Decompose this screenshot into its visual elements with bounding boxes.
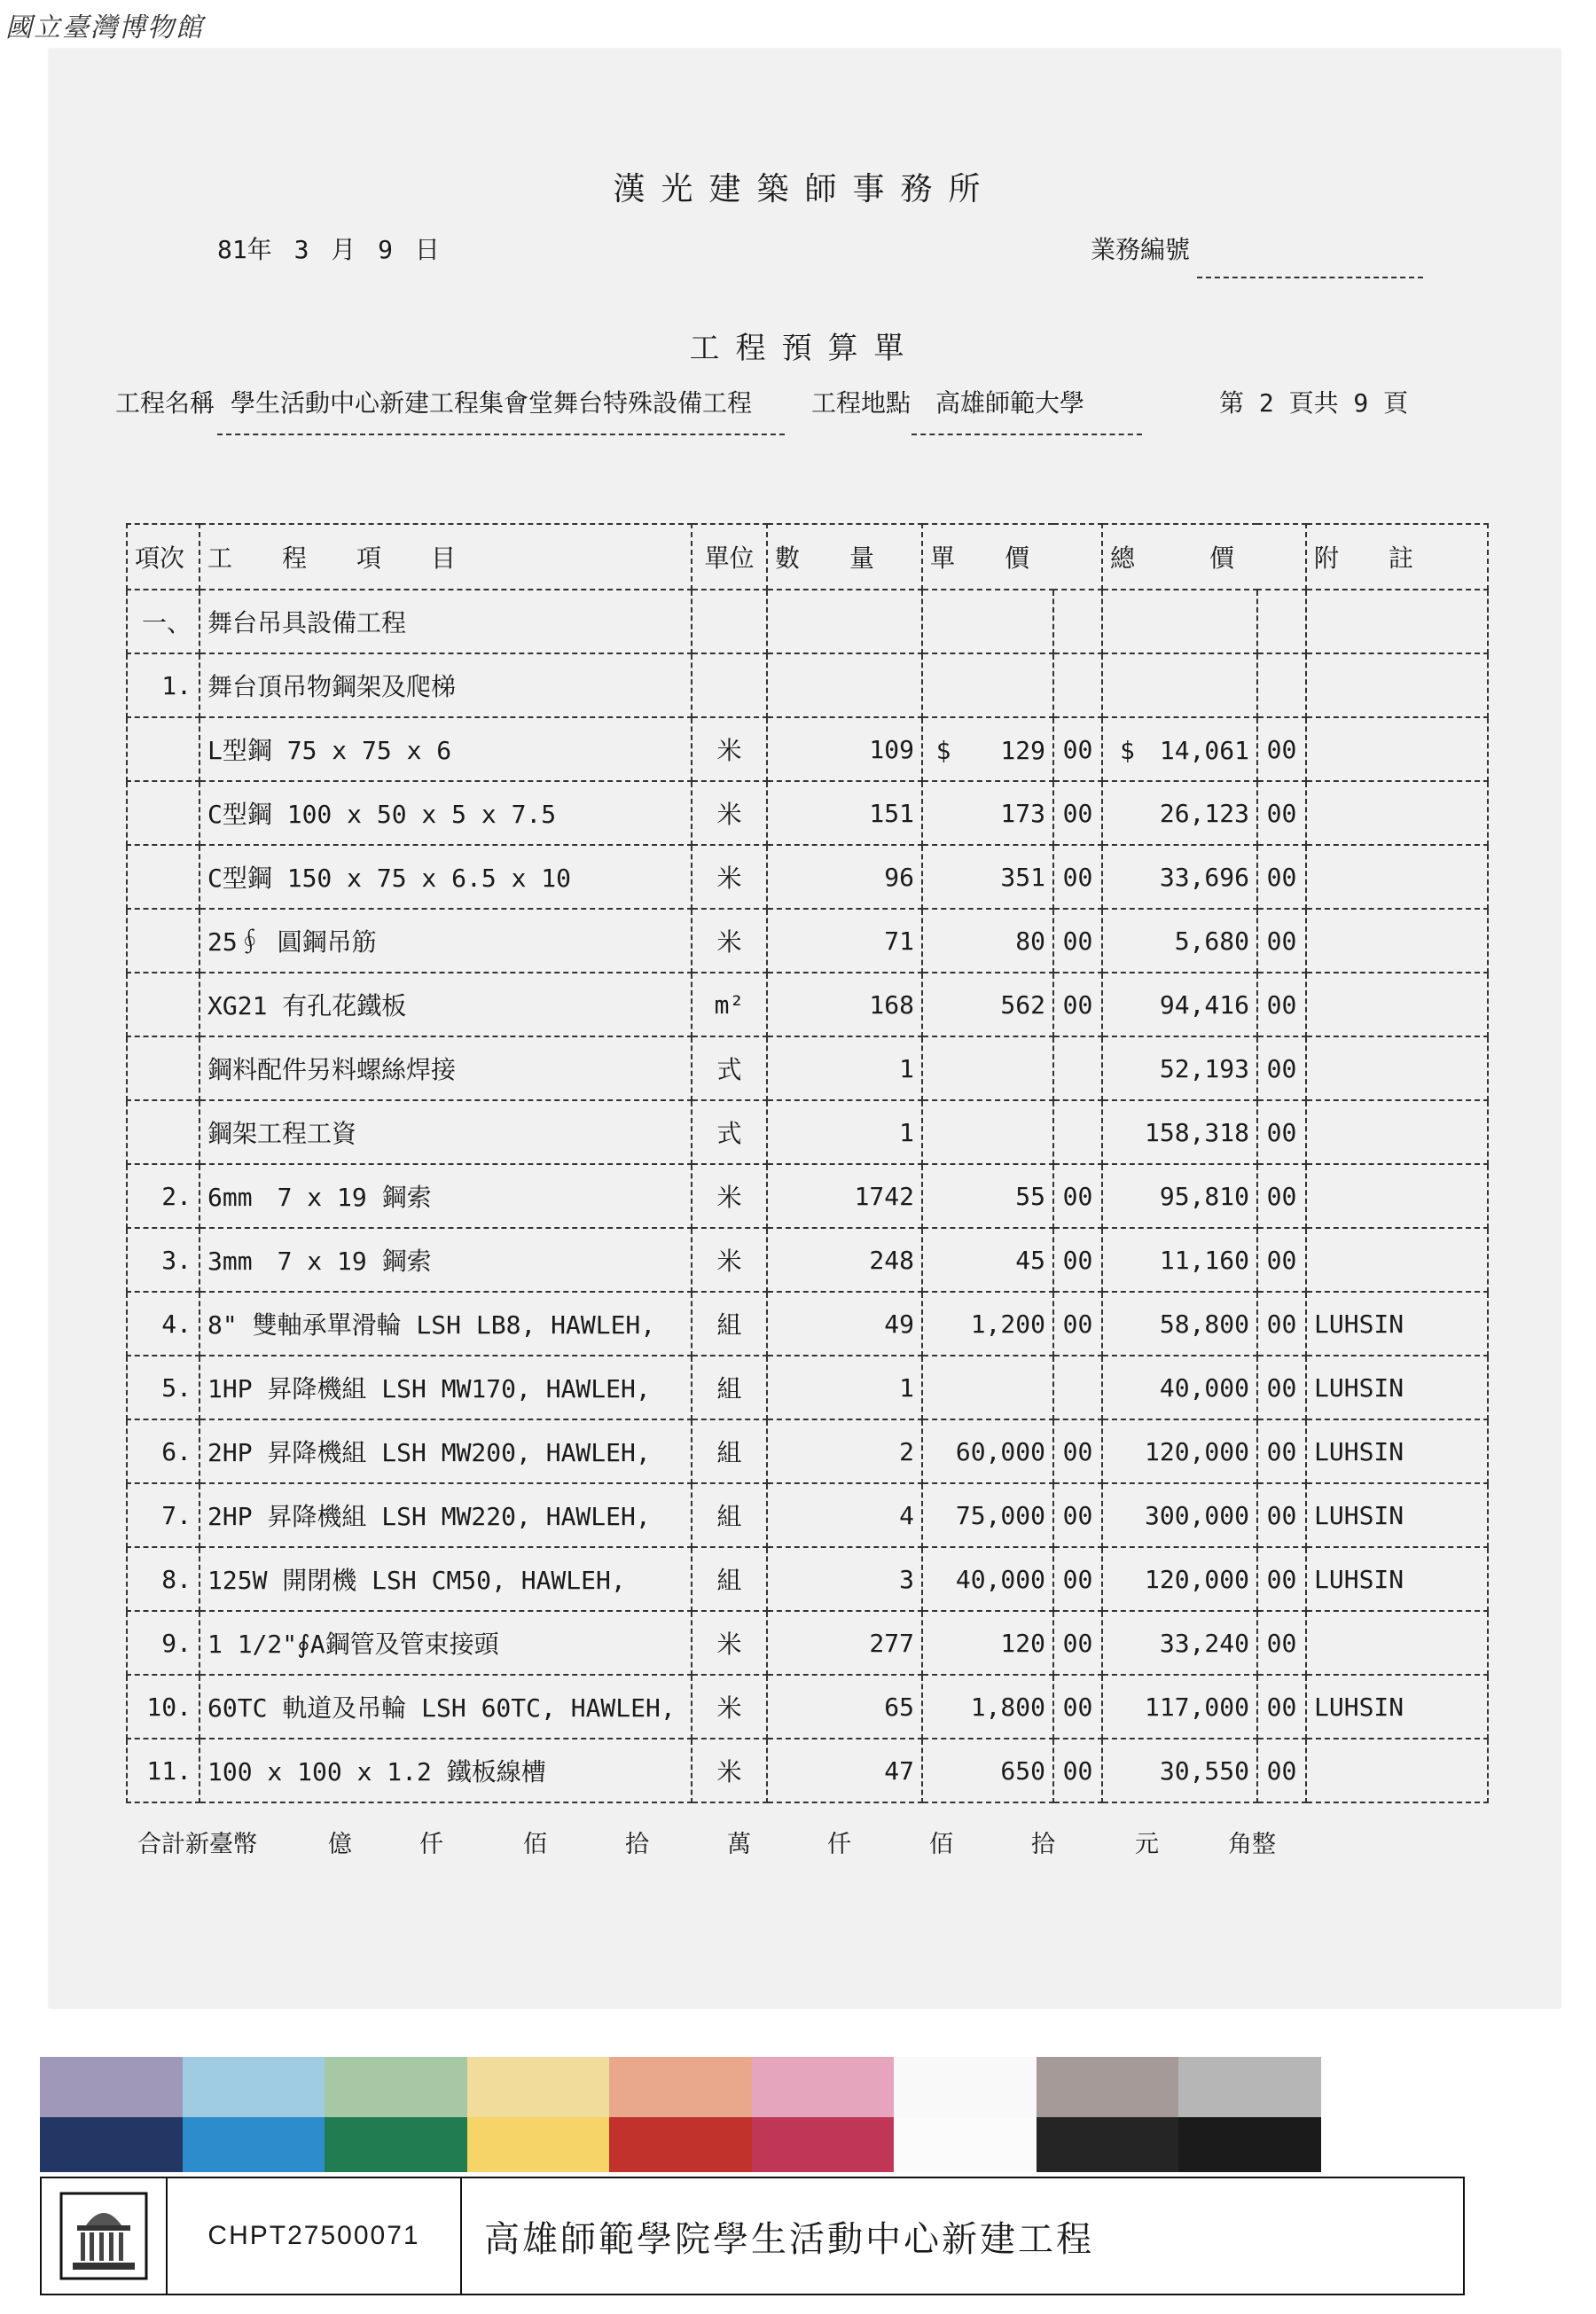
row-quantity: 49	[767, 1292, 922, 1356]
row-total-price: 11,160	[1102, 1228, 1257, 1292]
color-swatch-dark	[609, 2117, 752, 2172]
row-remarks: LUHSIN	[1306, 1356, 1488, 1419]
unit-yuan: 元	[1135, 1831, 1159, 1858]
color-swatch-row-dark	[40, 2117, 1463, 2172]
row-unit: 式	[692, 1036, 767, 1100]
row-total-price: 30,550	[1102, 1739, 1257, 1802]
header-unit: 單位	[692, 524, 767, 590]
row-quantity: 1742	[767, 1164, 922, 1228]
row-quantity: 4	[767, 1483, 922, 1547]
row-item-no: 6.	[127, 1419, 200, 1483]
row-quantity: 109	[767, 717, 922, 781]
row-unit: 米	[692, 717, 767, 781]
row-quantity: 248	[767, 1228, 922, 1292]
row-unit-price: 40,000	[922, 1547, 1053, 1611]
table-row	[127, 973, 1488, 1036]
unit-qian: 仟	[827, 1831, 851, 1858]
row-unit-price: 650	[922, 1739, 1053, 1802]
row-remarks	[1306, 590, 1488, 653]
project-label: 工程名稱	[115, 388, 215, 418]
row-unit-price: 351	[922, 845, 1053, 909]
row-unit-price-cents: 00	[1053, 909, 1102, 973]
row-total-price-cents: 00	[1257, 1419, 1306, 1483]
row-total-price: 158,318	[1102, 1100, 1257, 1164]
row-unit-price-cents: 00	[1053, 1419, 1102, 1483]
table-row	[127, 1611, 1488, 1675]
row-work-item: 100 x 100 x 1.2 鐵板線槽	[200, 1739, 692, 1802]
row-work-item: L型鋼 75 x 75 x 6	[200, 717, 692, 781]
row-item-no: 11.	[127, 1739, 200, 1802]
page-info: 第 2 頁共 9 頁	[1219, 388, 1409, 418]
row-total-price-cents: 00	[1257, 1356, 1306, 1419]
budget-table	[126, 523, 1489, 1803]
row-remarks	[1306, 909, 1488, 973]
business-number-blank	[1197, 277, 1423, 278]
row-total-price: 117,000	[1102, 1675, 1257, 1739]
row-remarks: LUHSIN	[1306, 1675, 1488, 1739]
row-unit	[692, 653, 767, 717]
row-unit-price-cents: 00	[1053, 1547, 1102, 1611]
row-remarks: LUHSIN	[1306, 1292, 1488, 1356]
row-unit: 米	[692, 1164, 767, 1228]
row-total-price: 95,810	[1102, 1164, 1257, 1228]
row-unit-price-cents: 00	[1053, 1739, 1102, 1802]
row-unit-price: 75,000	[922, 1483, 1053, 1547]
row-item-no: 2.	[127, 1164, 200, 1228]
row-work-item: 60TC 軌道及吊輪 LSH 60TC, HAWLEH,	[200, 1675, 692, 1739]
row-unit: 米	[692, 845, 767, 909]
table-row	[127, 781, 1488, 845]
table-row	[127, 845, 1488, 909]
row-work-item: C型鋼 150 x 75 x 6.5 x 10	[200, 845, 692, 909]
museum-watermark: 國立臺灣博物館	[5, 12, 204, 43]
row-item-no: 8.	[127, 1547, 200, 1611]
catalog-code: CHPT27500071	[168, 2178, 462, 2294]
row-item-no: 7.	[127, 1483, 200, 1547]
row-quantity: 1	[767, 1036, 922, 1100]
row-work-item: C型鋼 100 x 50 x 5 x 7.5	[200, 781, 692, 845]
table-header-row	[127, 524, 1488, 590]
row-total-price-cents	[1257, 590, 1306, 653]
row-item-no	[127, 1036, 200, 1100]
project-location: 高雄師範大學	[935, 388, 1085, 418]
row-unit: 米	[692, 1739, 767, 1802]
row-work-item: 鋼架工程工資	[200, 1100, 692, 1164]
row-total-price: 5,680	[1102, 909, 1257, 973]
row-work-item: 6mm 7 x 19 鋼索	[200, 1164, 692, 1228]
row-item-no	[127, 845, 200, 909]
museum-building-icon	[42, 2178, 168, 2294]
row-total-price: $ 14,061	[1102, 717, 1257, 781]
project-name: 學生活動中心新建工程集會堂舞台特殊設備工程	[231, 388, 753, 418]
row-unit: 式	[692, 1100, 767, 1164]
document-date: 81年 3 月 9 日	[217, 235, 440, 264]
row-unit: 米	[692, 1611, 767, 1675]
color-swatch-light	[894, 2057, 1037, 2117]
row-unit	[692, 590, 767, 653]
row-unit-price-cents: 00	[1053, 1164, 1102, 1228]
unit-shi: 拾	[1031, 1831, 1055, 1858]
row-unit-price	[922, 1036, 1053, 1100]
header-quantity: 數 量	[767, 524, 922, 590]
row-total-price-cents: 00	[1257, 781, 1306, 845]
row-unit-price	[922, 1356, 1053, 1419]
color-swatch-dark	[752, 2117, 895, 2172]
row-unit-price-cents	[1053, 1356, 1102, 1419]
header-remarks: 附 註	[1306, 524, 1488, 590]
row-item-no	[127, 909, 200, 973]
row-unit-price-cents	[1053, 590, 1102, 653]
row-unit: 組	[692, 1356, 767, 1419]
color-swatch-light	[325, 2057, 467, 2117]
unit-jiao: 角整	[1228, 1831, 1276, 1858]
row-remarks: LUHSIN	[1306, 1419, 1488, 1483]
budget-sheet	[49, 49, 1561, 2008]
row-total-price-cents: 00	[1257, 973, 1306, 1036]
row-quantity: 96	[767, 845, 922, 909]
row-quantity: 71	[767, 909, 922, 973]
row-work-item: 3mm 7 x 19 鋼索	[200, 1228, 692, 1292]
row-work-item: 1HP 昇降機組 LSH MW170, HAWLEH,	[200, 1356, 692, 1419]
location-underline	[911, 434, 1142, 435]
color-swatch-dark	[894, 2117, 1037, 2172]
row-unit-price: 1,800	[922, 1675, 1053, 1739]
row-unit-price: 55	[922, 1164, 1053, 1228]
row-work-item: 125W 開閉機 LSH CM50, HAWLEH,	[200, 1547, 692, 1611]
row-item-no	[127, 717, 200, 781]
row-total-price: 58,800	[1102, 1292, 1257, 1356]
row-unit: 組	[692, 1547, 767, 1611]
row-unit: 米	[692, 1675, 767, 1739]
firm-name: 漢光建築師事務所	[613, 171, 997, 207]
row-total-price-cents: 00	[1257, 845, 1306, 909]
row-unit-price	[922, 653, 1053, 717]
row-total-price: 52,193	[1102, 1036, 1257, 1100]
row-item-no	[127, 1100, 200, 1164]
unit-bai: 佰	[929, 1831, 953, 1858]
row-unit: m²	[692, 973, 767, 1036]
table-row	[127, 1419, 1488, 1483]
header-work-item: 工 程 項 目	[200, 524, 692, 590]
row-total-price-cents: 00	[1257, 909, 1306, 973]
table-row	[127, 1675, 1488, 1739]
row-unit-price: 60,000	[922, 1419, 1053, 1483]
table-row	[127, 590, 1488, 653]
row-remarks	[1306, 781, 1488, 845]
row-total-price: 26,123	[1102, 781, 1257, 845]
row-item-no	[127, 781, 200, 845]
location-label: 工程地點	[811, 388, 911, 418]
row-work-item: 2HP 昇降機組 LSH MW200, HAWLEH,	[200, 1419, 692, 1483]
business-number-label: 業務編號	[1091, 235, 1191, 264]
row-item-no: 1.	[127, 653, 200, 717]
row-quantity: 168	[767, 973, 922, 1036]
row-item-no: 5.	[127, 1356, 200, 1419]
row-total-price: 120,000	[1102, 1547, 1257, 1611]
row-work-item: 25∮ 圓鋼吊筋	[200, 909, 692, 973]
row-total-price-cents: 00	[1257, 717, 1306, 781]
row-unit-price-cents: 00	[1053, 1483, 1102, 1547]
row-unit-price: 45	[922, 1228, 1053, 1292]
row-remarks	[1306, 845, 1488, 909]
row-unit-price	[922, 590, 1053, 653]
row-total-price-cents: 00	[1257, 1228, 1306, 1292]
row-unit-price-cents: 00	[1053, 1228, 1102, 1292]
row-unit: 米	[692, 781, 767, 845]
row-total-price: 33,240	[1102, 1611, 1257, 1675]
color-swatch-dark	[1178, 2117, 1321, 2172]
color-swatch-light	[40, 2057, 183, 2117]
row-unit-price-cents	[1053, 1100, 1102, 1164]
row-item-no: 9.	[127, 1611, 200, 1675]
row-quantity: 1	[767, 1356, 922, 1419]
row-unit: 組	[692, 1419, 767, 1483]
table-row	[127, 1228, 1488, 1292]
row-total-price: 120,000	[1102, 1419, 1257, 1483]
table-row	[127, 1739, 1488, 1802]
unit-wan: 萬	[727, 1831, 751, 1858]
total-label: 合計新臺幣	[137, 1831, 257, 1858]
row-total-price-cents: 00	[1257, 1611, 1306, 1675]
table-row	[127, 1292, 1488, 1356]
row-remarks	[1306, 653, 1488, 717]
color-swatch-light	[1037, 2057, 1179, 2117]
row-remarks	[1306, 973, 1488, 1036]
table-row	[127, 1164, 1488, 1228]
project-name-underline	[217, 434, 785, 435]
row-quantity: 2	[767, 1419, 922, 1483]
row-total-price-cents: 00	[1257, 1739, 1306, 1802]
row-remarks	[1306, 1228, 1488, 1292]
row-work-item: 8" 雙軸承單滑輪 LSH LB8, HAWLEH,	[200, 1292, 692, 1356]
row-work-item: 1 1/2"∮A鋼管及管束接頭	[200, 1611, 692, 1675]
row-unit-price-cents: 00	[1053, 845, 1102, 909]
unit-shi-wan: 拾	[625, 1831, 649, 1858]
color-swatch-dark	[183, 2117, 325, 2172]
row-unit-price: 173	[922, 781, 1053, 845]
unit-qian-wan: 仟	[419, 1831, 443, 1858]
row-work-item: XG21 有孔花鐵板	[200, 973, 692, 1036]
row-total-price-cents: 00	[1257, 1292, 1306, 1356]
row-unit: 米	[692, 909, 767, 973]
row-unit-price: 1,200	[922, 1292, 1053, 1356]
row-remarks: LUHSIN	[1306, 1483, 1488, 1547]
row-item-no: 10.	[127, 1675, 200, 1739]
row-work-item: 舞台吊具設備工程	[200, 590, 692, 653]
table-row	[127, 1356, 1488, 1419]
row-unit-price-cents: 00	[1053, 1292, 1102, 1356]
row-remarks	[1306, 1100, 1488, 1164]
row-total-price: 300,000	[1102, 1483, 1257, 1547]
row-remarks	[1306, 1164, 1488, 1228]
row-quantity: 1	[767, 1100, 922, 1164]
row-quantity: 151	[767, 781, 922, 845]
row-work-item: 舞台頂吊物鋼架及爬梯	[200, 653, 692, 717]
table-row	[127, 1100, 1488, 1164]
row-total-price	[1102, 653, 1257, 717]
row-item-no	[127, 973, 200, 1036]
color-swatch-light	[752, 2057, 895, 2117]
row-unit-price-cents: 00	[1053, 973, 1102, 1036]
row-unit-price: $ 129	[922, 717, 1053, 781]
row-quantity: 65	[767, 1675, 922, 1739]
color-swatch-dark	[1037, 2117, 1179, 2172]
row-quantity: 47	[767, 1739, 922, 1802]
document-title: 工程預算單	[689, 331, 920, 366]
row-unit-price	[922, 1100, 1053, 1164]
row-total-price: 40,000	[1102, 1356, 1257, 1419]
color-swatch-light	[467, 2057, 610, 2117]
row-total-price-cents: 00	[1257, 1100, 1306, 1164]
header-item-no: 項次	[127, 524, 200, 590]
row-unit: 組	[692, 1292, 767, 1356]
table-row	[127, 653, 1488, 717]
row-unit-price: 562	[922, 973, 1053, 1036]
row-unit-price-cents: 00	[1053, 1675, 1102, 1739]
catalog-footer	[40, 2177, 1465, 2295]
color-swatch-dark	[40, 2117, 183, 2172]
row-unit-price-cents	[1053, 1036, 1102, 1100]
color-swatch-light	[183, 2057, 325, 2117]
row-total-price	[1102, 590, 1257, 653]
row-total-price-cents	[1257, 653, 1306, 717]
row-quantity	[767, 653, 922, 717]
row-remarks	[1306, 1036, 1488, 1100]
unit-bai-wan: 佰	[523, 1831, 547, 1858]
row-unit-price: 120	[922, 1611, 1053, 1675]
row-unit: 組	[692, 1483, 767, 1547]
color-calibration-chart	[40, 2057, 1463, 2172]
header-total-price: 總 價	[1102, 524, 1306, 590]
row-total-price: 33,696	[1102, 845, 1257, 909]
row-unit-price: 80	[922, 909, 1053, 973]
row-total-price: 94,416	[1102, 973, 1257, 1036]
row-work-item: 2HP 昇降機組 LSH MW220, HAWLEH,	[200, 1483, 692, 1547]
archive-caption: 高雄師範學院學生活動中心新建工程	[484, 2218, 1094, 2260]
row-total-price-cents: 00	[1257, 1164, 1306, 1228]
table-row	[127, 909, 1488, 973]
color-swatch-dark	[325, 2117, 467, 2172]
row-remarks	[1306, 717, 1488, 781]
row-total-price-cents: 00	[1257, 1675, 1306, 1739]
row-remarks	[1306, 1739, 1488, 1802]
color-swatch-light	[609, 2057, 752, 2117]
table-row	[127, 1547, 1488, 1611]
unit-yi: 億	[328, 1831, 352, 1858]
table-row	[127, 1036, 1488, 1100]
row-remarks: LUHSIN	[1306, 1547, 1488, 1611]
row-quantity	[767, 590, 922, 653]
row-item-no: 3.	[127, 1228, 200, 1292]
row-work-item: 鋼料配件另料螺絲焊接	[200, 1036, 692, 1100]
row-total-price-cents: 00	[1257, 1036, 1306, 1100]
header-unit-price: 單 價	[922, 524, 1102, 590]
row-quantity: 277	[767, 1611, 922, 1675]
color-swatch-row-light	[40, 2057, 1463, 2117]
row-total-price-cents: 00	[1257, 1483, 1306, 1547]
row-unit-price-cents	[1053, 653, 1102, 717]
row-unit-price-cents: 00	[1053, 1611, 1102, 1675]
row-quantity: 3	[767, 1547, 922, 1611]
table-row	[127, 1483, 1488, 1547]
row-unit-price-cents: 00	[1053, 717, 1102, 781]
row-unit: 米	[692, 1228, 767, 1292]
row-remarks	[1306, 1611, 1488, 1675]
table-row	[127, 717, 1488, 781]
color-swatch-light	[1178, 2057, 1321, 2117]
row-item-no: 4.	[127, 1292, 200, 1356]
row-item-no: 一、	[127, 590, 200, 653]
row-total-price-cents: 00	[1257, 1547, 1306, 1611]
row-unit-price-cents: 00	[1053, 781, 1102, 845]
color-swatch-dark	[467, 2117, 610, 2172]
